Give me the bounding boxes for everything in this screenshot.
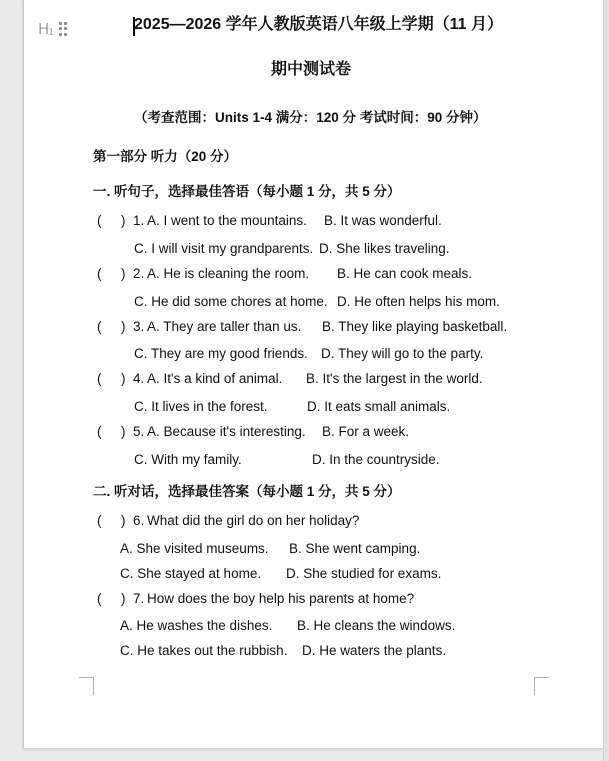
option-c[interactable]: C. It lives in the forest. xyxy=(134,399,268,414)
dot xyxy=(64,33,67,36)
option-b[interactable]: B. He cleans the windows. xyxy=(297,618,456,633)
answer-blank-open: ( xyxy=(97,371,102,386)
option-b[interactable]: B. She went camping. xyxy=(289,541,421,556)
answer-blank-open: ( xyxy=(97,513,102,528)
option-a[interactable]: A. He washes the dishes. xyxy=(120,618,273,633)
option-d[interactable]: D. He waters the plants. xyxy=(302,643,447,658)
answer-blank-close: ) xyxy=(121,591,126,606)
option-c[interactable]: C. He did some chores at home. xyxy=(134,294,328,309)
question-number: 6. xyxy=(133,513,145,528)
option-b[interactable]: B. For a week. xyxy=(322,424,410,439)
question-number: 3. xyxy=(133,319,145,334)
option-c[interactable]: C. With my family. xyxy=(134,452,242,467)
option-a[interactable]: A. I went to the mountains. xyxy=(147,213,307,228)
dot xyxy=(64,27,67,30)
margin-corner-mark-left xyxy=(79,677,94,695)
answer-blank-close: ) xyxy=(121,319,126,334)
margin-corner-mark-right xyxy=(534,677,549,695)
document-subtitle-title[interactable]: 期中测试卷 xyxy=(271,61,352,78)
option-b[interactable]: B. He can cook meals. xyxy=(337,266,473,281)
answer-blank-close: ) xyxy=(121,266,126,281)
option-d[interactable]: D. It eats small animals. xyxy=(307,399,451,414)
option-b[interactable]: B. It's the largest in the world. xyxy=(306,371,483,386)
option-b[interactable]: B. It was wonderful. xyxy=(324,213,442,228)
question-stem[interactable]: What did the girl do on her holiday? xyxy=(147,513,360,528)
question-number: 2. xyxy=(133,266,145,281)
option-c[interactable]: C. I will visit my grandparents. xyxy=(134,241,314,256)
option-d[interactable]: D. He often helps his mom. xyxy=(337,294,500,309)
answer-blank-open: ( xyxy=(97,424,102,439)
heading-level-number: 1 xyxy=(48,28,54,38)
option-a[interactable]: A. Because it's interesting. xyxy=(147,424,306,439)
option-a[interactable]: A. It's a kind of animal. xyxy=(147,371,283,386)
dot xyxy=(59,33,62,36)
option-d[interactable]: D. In the countryside. xyxy=(312,452,440,467)
heading-level-icon[interactable] xyxy=(38,20,53,38)
document-title[interactable]: 2025—2026 学年人教版英语八年级上学期（11 月） xyxy=(134,16,503,33)
option-a[interactable]: A. He is cleaning the room. xyxy=(147,266,310,281)
option-d[interactable]: D. She likes traveling. xyxy=(319,241,450,256)
option-b[interactable]: B. They like playing basketball. xyxy=(322,319,508,334)
drag-handle-icon[interactable] xyxy=(59,22,67,36)
scrollbar[interactable] xyxy=(603,0,609,761)
answer-blank-open: ( xyxy=(97,319,102,334)
exam-info[interactable]: （考查范围：Units 1-4 满分：120 分 考试时间：90 分钟） xyxy=(134,110,487,125)
part1-heading[interactable]: 第一部分 听力（20 分） xyxy=(93,149,238,164)
option-c[interactable]: C. He takes out the rubbish. xyxy=(120,643,288,658)
heading-marker-label: H xyxy=(38,20,49,38)
question-number: 1. xyxy=(133,213,145,228)
question-number: 5. xyxy=(133,424,145,439)
option-d[interactable]: D. They will go to the party. xyxy=(321,346,484,361)
answer-blank-close: ) xyxy=(121,371,126,386)
question-number: 7. xyxy=(133,591,145,606)
dot xyxy=(64,22,67,25)
question-number: 4. xyxy=(133,371,145,386)
dot xyxy=(59,27,62,30)
option-c[interactable]: C. They are my good friends. xyxy=(134,346,308,361)
section2-heading[interactable]: 二. 听对话，选择最佳答案（每小题 1 分，共 5 分） xyxy=(93,484,401,499)
option-c[interactable]: C. She stayed at home. xyxy=(120,566,262,581)
question-stem[interactable]: How does the boy help his parents at home? xyxy=(147,591,415,606)
answer-blank-close: ) xyxy=(121,513,126,528)
answer-blank-open: ( xyxy=(97,591,102,606)
option-d[interactable]: D. She studied for exams. xyxy=(286,566,442,581)
section1-heading[interactable]: 一. 听句子，选择最佳答语（每小题 1 分，共 5 分） xyxy=(93,184,401,199)
option-a[interactable]: A. She visited museums. xyxy=(120,541,269,556)
answer-blank-close: ) xyxy=(121,213,126,228)
dot xyxy=(59,22,62,25)
answer-blank-close: ) xyxy=(121,424,126,439)
option-a[interactable]: A. They are taller than us. xyxy=(147,319,302,334)
answer-blank-open: ( xyxy=(97,266,102,281)
answer-blank-open: ( xyxy=(97,213,102,228)
